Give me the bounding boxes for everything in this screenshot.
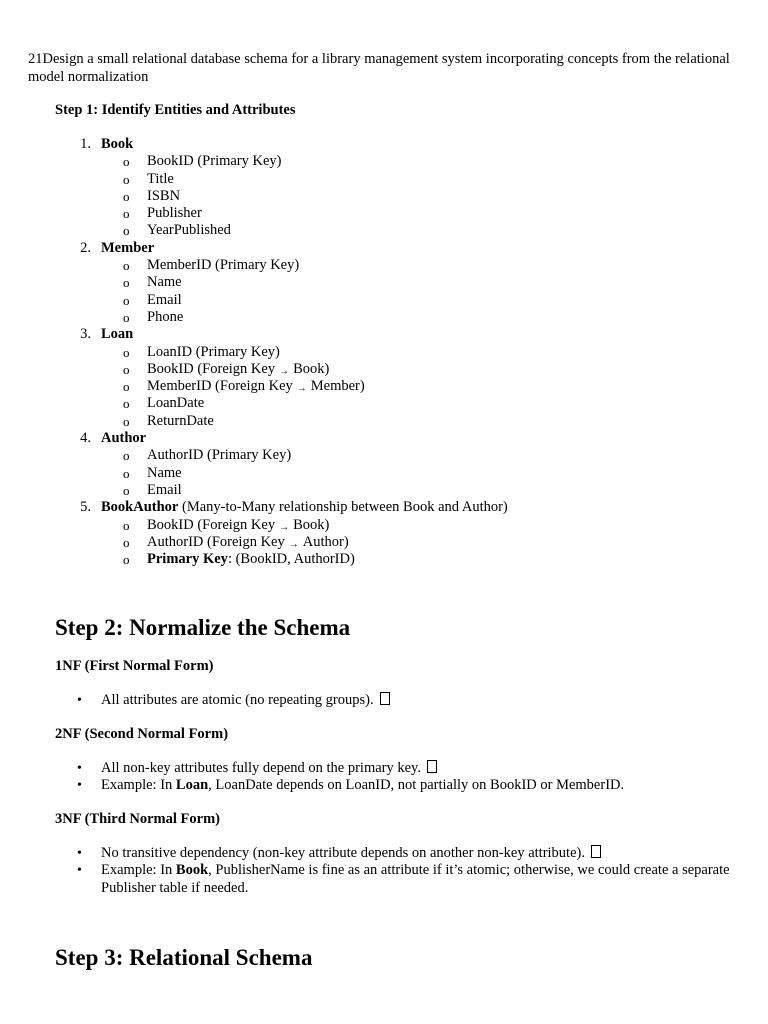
bullet-icon: o	[123, 258, 130, 274]
entity-number: 4.	[80, 430, 91, 447]
nf1-list	[55, 692, 735, 709]
bullet-icon: o	[123, 344, 130, 360]
attribute-item	[55, 292, 508, 309]
entity-header	[55, 430, 508, 447]
missing-glyph-icon	[591, 845, 601, 858]
attribute-text: BookID (Primary Key)	[147, 153, 282, 170]
attribute-text: : (BookID, AuthorID)	[227, 551, 355, 568]
entity-number: 1.	[80, 136, 91, 152]
entity-header	[55, 326, 508, 343]
attribute-text: ISBN	[147, 187, 181, 204]
step3-heading: Step 3: Relational Schema	[55, 945, 313, 970]
attribute-text: ReturnDate	[147, 412, 214, 429]
bullet-icon: o	[123, 448, 130, 464]
entity-name: Author	[101, 430, 147, 447]
attribute-item	[55, 413, 508, 430]
attribute-item	[55, 551, 508, 568]
attribute-item	[55, 378, 508, 395]
attribute-text: Publisher	[147, 205, 202, 222]
attribute-text: LoanDate	[147, 395, 205, 412]
attribute-text: BookID (Foreign Key	[147, 360, 276, 377]
nf3-list	[55, 845, 735, 897]
attribute-item	[55, 153, 508, 170]
attribute-bold: Primary Key	[147, 551, 228, 568]
bullet-icon: o	[123, 465, 130, 481]
bullet-icon: o	[123, 171, 130, 187]
bullet-icon: o	[123, 361, 130, 377]
entity-header	[55, 499, 508, 516]
nf-list-item	[55, 692, 735, 709]
attribute-item	[55, 447, 508, 464]
attribute-text: AuthorID (Primary Key)	[147, 447, 292, 464]
attribute-text: Name	[147, 274, 182, 291]
attribute-item	[55, 482, 508, 499]
entity-description: (Many-to-Many relationship between Book and Author)	[178, 499, 508, 516]
attribute-item	[55, 517, 508, 534]
attribute-text: AuthorID (Foreign Key	[147, 533, 285, 550]
bullet-icon: •	[77, 693, 82, 708]
entity-name: Book	[101, 136, 134, 152]
bullet-icon: o	[123, 292, 130, 308]
bullet-icon: o	[123, 534, 130, 550]
entity-name: BookAuthor	[101, 499, 179, 516]
item-bold: Book	[175, 862, 209, 879]
attribute-item	[55, 257, 508, 274]
attribute-item	[55, 534, 508, 551]
arrow-icon: →	[279, 521, 290, 533]
attribute-text: Phone	[147, 308, 184, 325]
attribute-text: MemberID (Primary Key)	[147, 257, 300, 274]
entity-name: Loan	[101, 326, 134, 343]
item-text: No transitive dependency (non-key attribute depends on another non-key attribute).	[101, 845, 585, 861]
attribute-item	[55, 171, 508, 188]
item-text: All attributes are atomic (no repeating groups).	[101, 692, 374, 708]
bullet-icon: o	[123, 309, 130, 325]
attribute-target: Member)	[310, 378, 365, 395]
item-bold: Loan	[175, 777, 209, 794]
attribute-text: Email	[147, 291, 182, 308]
entity-header	[55, 240, 508, 257]
entities-list	[55, 136, 508, 568]
attribute-text: Email	[147, 481, 182, 498]
attribute-item	[55, 395, 508, 412]
step1-heading: Step 1: Identify Entities and Attributes	[55, 102, 296, 118]
nf3-heading: 3NF (Third Normal Form)	[55, 811, 220, 827]
nf-list-item	[55, 845, 735, 862]
bullet-icon: o	[123, 275, 130, 291]
nf1-heading: 1NF (First Normal Form)	[55, 658, 214, 674]
attribute-text: BookID (Foreign Key	[147, 516, 276, 533]
nf2-heading: 2NF (Second Normal Form)	[55, 726, 229, 742]
attribute-text: Title	[147, 170, 174, 187]
bullet-icon: o	[123, 188, 130, 204]
bullet-icon: o	[123, 206, 130, 222]
attribute-item	[55, 465, 508, 482]
item-text: , PublisherName is fine as an attribute if it’s atomic; otherwise, we could create a separate Publisher table if needed.	[101, 862, 730, 896]
entity-number: 5.	[80, 499, 91, 516]
nf-list-item	[55, 862, 735, 897]
bullet-icon: o	[123, 396, 130, 412]
arrow-icon: →	[279, 365, 290, 377]
attribute-target: Book)	[293, 516, 330, 533]
nf2-list	[55, 760, 735, 795]
nf-list-item	[55, 760, 735, 777]
attribute-text: Name	[147, 464, 182, 481]
bullet-icon: •	[77, 846, 82, 861]
bullet-icon: o	[123, 154, 130, 170]
entity-header	[55, 136, 508, 153]
entity-item	[55, 326, 508, 430]
bullet-icon: o	[123, 223, 130, 239]
bullet-icon: o	[123, 482, 130, 498]
attribute-item	[55, 222, 508, 239]
attribute-text: YearPublished	[147, 222, 231, 239]
question-text: 21Design a small relational database schema for a library management system incorporating concepts from the relational model normalization	[28, 51, 730, 85]
bullet-icon: •	[77, 863, 82, 879]
attribute-target: Book)	[293, 360, 330, 377]
entity-item	[55, 136, 508, 240]
item-text: All non-key attributes fully depend on the primary key.	[101, 760, 421, 776]
bullet-icon: o	[123, 413, 130, 429]
attribute-item	[55, 309, 508, 326]
attribute-item	[55, 205, 508, 222]
item-text: Example: In	[101, 862, 176, 879]
entity-item	[55, 240, 508, 326]
attribute-text: LoanID (Primary Key)	[147, 343, 280, 360]
bullet-icon: o	[123, 517, 130, 533]
entity-name: Member	[101, 239, 155, 256]
entity-item	[55, 499, 508, 568]
attribute-item	[55, 188, 508, 205]
entity-item	[55, 430, 508, 499]
attribute-text: MemberID (Foreign Key	[147, 378, 293, 395]
arrow-icon: →	[288, 538, 299, 550]
item-text: , LoanDate depends on LoanID, not partially on BookID or MemberID.	[208, 777, 625, 794]
bullet-icon: •	[77, 778, 82, 794]
arrow-icon: →	[296, 383, 307, 395]
attribute-item	[55, 274, 508, 291]
missing-glyph-icon	[380, 692, 390, 705]
step2-heading: Step 2: Normalize the Schema	[55, 615, 351, 640]
nf-list-item	[55, 777, 735, 794]
missing-glyph-icon	[427, 760, 437, 773]
item-text: Example: In	[101, 777, 176, 794]
bullet-icon: o	[123, 379, 130, 395]
bullet-icon: o	[123, 552, 130, 568]
attribute-target: Author)	[302, 533, 349, 550]
bullet-icon: •	[77, 761, 82, 776]
attribute-item	[55, 361, 508, 378]
entity-number: 2.	[80, 239, 91, 256]
entity-number: 3.	[80, 326, 91, 343]
attribute-item	[55, 344, 508, 361]
